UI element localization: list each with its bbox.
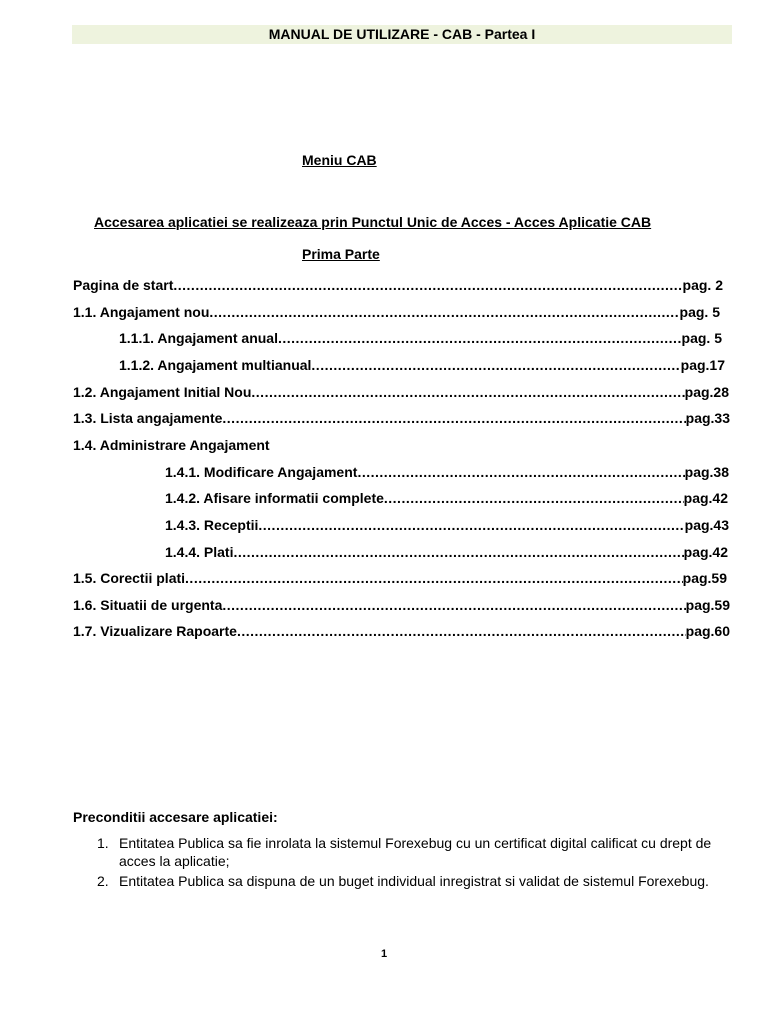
toc-entry-page: pag.38 xyxy=(684,464,729,480)
toc-leader xyxy=(278,329,682,347)
toc-entry-label: 1.4.1. Modificare Angajament xyxy=(165,464,358,480)
preconditions-list xyxy=(73,834,733,892)
list-item xyxy=(73,872,733,890)
toc-entry-1-4-1[interactable] xyxy=(165,463,729,481)
document-title: MANUAL DE UTILIZARE - CAB - Partea I xyxy=(268,26,536,42)
toc-entry-page: pag.33 xyxy=(685,410,730,426)
toc-entry-page: pag.43 xyxy=(684,517,729,533)
toc-leader xyxy=(237,622,686,640)
menu-title: Meniu CAB xyxy=(302,152,377,168)
list-item xyxy=(73,834,733,870)
toc-entry-1-2[interactable] xyxy=(73,383,729,401)
toc-entry-label: 1.4. Administrare Angajament xyxy=(73,437,270,453)
toc-entry-label: 1.3. Lista angajamente xyxy=(73,410,223,426)
toc-entry-label: 1.4.2. Afisare informatii complete xyxy=(165,490,384,506)
toc-entry-1-4-3[interactable] xyxy=(165,516,729,534)
toc-leader xyxy=(173,276,682,294)
toc-leader xyxy=(251,383,684,401)
toc-entry-page: pag. 2 xyxy=(682,277,723,293)
toc-leader xyxy=(222,596,685,614)
preconditions-title: Preconditii accesare aplicatiei: xyxy=(73,809,278,825)
toc-entry-label: 1.4.4. Plati xyxy=(165,544,234,560)
page-number: 1 xyxy=(380,948,388,960)
toc-entry-1-4-4[interactable] xyxy=(165,543,728,561)
toc-entry-label: 1.1.1. Angajament anual xyxy=(119,330,278,346)
toc-leader xyxy=(357,463,684,481)
toc-leader xyxy=(233,543,683,561)
toc-entry-start-page[interactable] xyxy=(73,276,723,294)
toc-entry-label: 1.5. Corectii plati xyxy=(73,570,186,586)
document-header xyxy=(72,25,732,44)
toc-leader xyxy=(209,303,679,321)
toc-entry-page: pag.42 xyxy=(683,544,728,560)
toc-entry-page: pag.59 xyxy=(685,597,730,613)
toc-entry-1-4-2[interactable] xyxy=(165,489,728,507)
toc-entry-label: 1.4.3. Receptii xyxy=(165,517,259,533)
list-item-number: 1. xyxy=(97,835,109,851)
toc-entry-page: pag.59 xyxy=(682,570,727,586)
toc-leader xyxy=(258,516,684,534)
toc-entry-page: pag. 5 xyxy=(679,304,720,320)
toc-leader xyxy=(185,569,683,587)
toc-entry-1-6[interactable] xyxy=(73,596,730,614)
toc-entry-page: pag.42 xyxy=(683,490,728,506)
list-item-number: 2. xyxy=(97,873,109,889)
list-item-text: Entitatea Publica sa dispuna de un buget individual inregistrat si validat de sistemul Forexebug. xyxy=(119,873,709,889)
toc-entry-label: 1.1. Angajament nou xyxy=(73,304,210,320)
list-item-text: Entitatea Publica sa fie inrolata la sistemul Forexebug cu un certificat digital calificat cu drept de acces la aplicatie; xyxy=(119,835,712,869)
toc-entry-label: 1.2. Angajament Initial Nou xyxy=(73,384,252,400)
toc-entry-label: 1.7. Vizualizare Rapoarte xyxy=(73,623,237,639)
toc-entry-page: pag.17 xyxy=(680,357,725,373)
toc-entry-label: 1.1.2. Angajament multianual xyxy=(119,357,312,373)
toc-entry-page: pag.60 xyxy=(685,623,730,639)
toc-entry-page: pag.28 xyxy=(684,384,729,400)
toc-entry-1-5[interactable] xyxy=(73,569,727,587)
toc-leader xyxy=(311,356,680,374)
toc-entry-1-4[interactable] xyxy=(73,436,270,454)
toc-entry-label: Pagina de start xyxy=(73,277,174,293)
toc-entry-label: 1.6. Situatii de urgenta xyxy=(73,597,223,613)
toc-entry-1-1-2[interactable] xyxy=(119,356,725,374)
access-line: Accesarea aplicatiei se realizeaza prin Punctul Unic de Acces - Acces Aplicatie CAB xyxy=(94,214,652,230)
toc-entry-1-1[interactable] xyxy=(73,303,720,321)
part-title: Prima Parte xyxy=(302,246,380,262)
toc-entry-page: pag. 5 xyxy=(681,330,722,346)
toc-leader xyxy=(384,489,684,507)
toc-entry-1-1-1[interactable] xyxy=(119,329,722,347)
toc-leader xyxy=(222,409,685,427)
toc-entry-1-7[interactable] xyxy=(73,622,730,640)
toc-entry-1-3[interactable] xyxy=(73,409,730,427)
